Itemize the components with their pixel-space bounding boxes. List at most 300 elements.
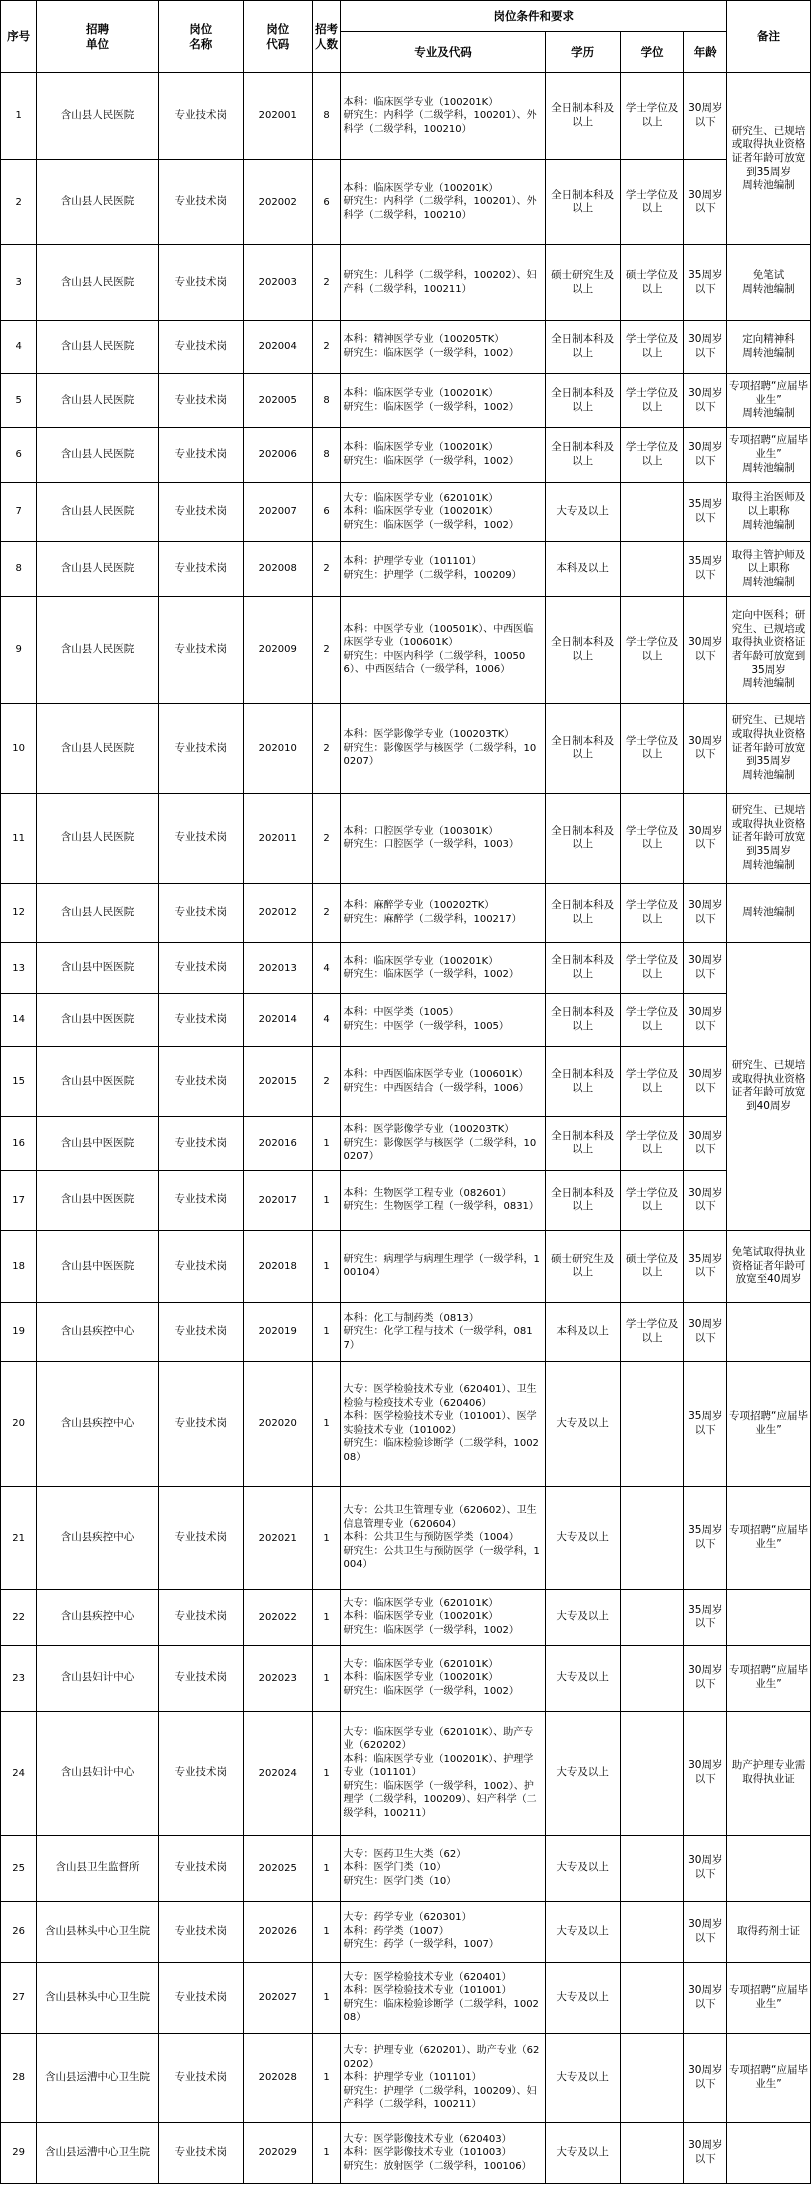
table-row [1, 1962, 811, 2033]
row-post-name: 专业技术岗 [158, 1645, 243, 1711]
row-age: 30周岁以下 [684, 159, 727, 245]
table-row [1, 2122, 811, 2183]
row-degree [620, 1487, 684, 1589]
row-education: 本科及以上 [545, 1303, 620, 1361]
row-age: 30周岁以下 [684, 373, 727, 427]
row-education: 大专及以上 [545, 1901, 620, 1962]
header-quota: 招考 人数 [312, 1, 341, 73]
row-age: 35周岁以下 [684, 1230, 727, 1303]
row-education: 全日制本科及以上 [545, 1117, 620, 1171]
row-degree [620, 1901, 684, 1962]
row-seq: 16 [1, 1117, 37, 1171]
row-age: 30周岁以下 [684, 704, 727, 794]
row-degree: 学士学位及以上 [620, 428, 684, 482]
row-remark: 研究生、已规培或取得执业资格证者年龄可放宽到35周岁 周转池编制 [727, 704, 811, 794]
row-post-name: 专业技术岗 [158, 883, 243, 943]
row-unit: 含山县运漕中心卫生院 [37, 2033, 158, 2122]
row-education: 大专及以上 [545, 1962, 620, 2033]
row-education: 全日制本科及以上 [545, 373, 620, 427]
header-unit: 招聘 单位 [37, 1, 158, 73]
row-quota: 4 [312, 943, 341, 994]
row-education: 全日制本科及以上 [545, 428, 620, 482]
row-post-name: 专业技术岗 [158, 482, 243, 542]
header-seq: 序号 [1, 1, 37, 73]
row-seq: 11 [1, 793, 37, 883]
header-age: 年龄 [684, 32, 727, 73]
row-seq: 19 [1, 1303, 37, 1361]
table-row [1, 482, 811, 542]
row-seq: 18 [1, 1230, 37, 1303]
row-post-name: 专业技术岗 [158, 793, 243, 883]
row-post-name: 专业技术岗 [158, 1589, 243, 1645]
row-age: 35周岁以下 [684, 542, 727, 596]
row-major: 本科：精神医学专业（100205TK） 研究生：临床医学（一级学科，1002） [341, 320, 545, 373]
row-age: 30周岁以下 [684, 1711, 727, 1835]
row-post-code: 202003 [243, 245, 312, 320]
row-education: 大专及以上 [545, 2122, 620, 2183]
row-post-name: 专业技术岗 [158, 373, 243, 427]
row-quota: 2 [312, 793, 341, 883]
row-seq: 2 [1, 159, 37, 245]
row-post-code: 202029 [243, 2122, 312, 2183]
row-post-name: 专业技术岗 [158, 320, 243, 373]
row-education: 硕士研究生及以上 [545, 1230, 620, 1303]
row-seq: 27 [1, 1962, 37, 2033]
row-remark: 取得主治医师及以上职称 周转池编制 [727, 482, 811, 542]
row-age: 35周岁以下 [684, 1361, 727, 1487]
row-remark: 专项招聘“应届毕业生” 周转池编制 [727, 428, 811, 482]
row-unit: 含山县疾控中心 [37, 1487, 158, 1589]
row-major: 大专：护理专业（620201）、助产专业（620202） 本科：护理学专业（101101） 研究生：护理学（二级学科，100209）、妇产科学（二级学科，100211） [341, 2033, 545, 2122]
row-seq: 20 [1, 1361, 37, 1487]
row-unit: 含山县人民医院 [37, 320, 158, 373]
table-row [1, 883, 811, 943]
row-seq: 13 [1, 943, 37, 994]
row-degree [620, 2122, 684, 2183]
row-education: 本科及以上 [545, 542, 620, 596]
row-major: 大专：临床医学专业（620101K） 本科：临床医学专业（100201K） 研究生：临床医学（一级学科，1002） [341, 482, 545, 542]
row-education: 大专及以上 [545, 1835, 620, 1901]
table-row [1, 1645, 811, 1711]
table-row [1, 1303, 811, 1361]
row-education: 大专及以上 [545, 1361, 620, 1487]
row-quota: 1 [312, 1303, 341, 1361]
row-seq: 21 [1, 1487, 37, 1589]
table-body [1, 73, 811, 2184]
row-education: 全日制本科及以上 [545, 73, 620, 160]
row-remark: 专项招聘“应届毕业生” [727, 1645, 811, 1711]
row-post-code: 202006 [243, 428, 312, 482]
table-row [1, 428, 811, 482]
row-age: 30周岁以下 [684, 596, 727, 703]
row-age: 30周岁以下 [684, 793, 727, 883]
row-post-code: 202019 [243, 1303, 312, 1361]
table-row [1, 1901, 811, 1962]
row-post-name: 专业技术岗 [158, 1901, 243, 1962]
row-post-code: 202026 [243, 1901, 312, 1962]
row-post-name: 专业技术岗 [158, 1170, 243, 1230]
row-unit: 含山县妇计中心 [37, 1711, 158, 1835]
row-major: 本科：麻醉学专业（100202TK） 研究生：麻醉学（二级学科，100217） [341, 883, 545, 943]
row-quota: 1 [312, 1835, 341, 1901]
row-post-name: 专业技术岗 [158, 73, 243, 160]
row-post-code: 202016 [243, 1117, 312, 1171]
row-major: 研究生：病理学与病理生理学（一级学科，100104） [341, 1230, 545, 1303]
row-post-name: 专业技术岗 [158, 1230, 243, 1303]
table-row [1, 1711, 811, 1835]
row-major: 本科：中医学专业（100501K）、中西医临床医学专业（100601K） 研究生：中医内科学（二级学科，100506）、中西医结合（一级学科，1006） [341, 596, 545, 703]
row-quota: 1 [312, 1711, 341, 1835]
row-quota: 1 [312, 1962, 341, 2033]
row-education: 全日制本科及以上 [545, 793, 620, 883]
row-age: 30周岁以下 [684, 1645, 727, 1711]
row-post-code: 202024 [243, 1711, 312, 1835]
row-degree [620, 2033, 684, 2122]
row-unit: 含山县中医医院 [37, 1117, 158, 1171]
row-remark: 专项招聘“应届毕业生” [727, 1361, 811, 1487]
row-unit: 含山县中医医院 [37, 1230, 158, 1303]
row-major: 大专：公共卫生管理专业（620602）、卫生信息管理专业（620604） 本科：公共卫生与预防医学类（1004） 研究生：公共卫生与预防医学（一级学科，1004） [341, 1487, 545, 1589]
row-post-name: 专业技术岗 [158, 704, 243, 794]
row-quota: 8 [312, 373, 341, 427]
row-post-code: 202013 [243, 943, 312, 994]
row-post-code: 202017 [243, 1170, 312, 1230]
row-education: 大专及以上 [545, 1711, 620, 1835]
row-unit: 含山县中医医院 [37, 1047, 158, 1117]
row-education: 全日制本科及以上 [545, 943, 620, 994]
row-post-name: 专业技术岗 [158, 428, 243, 482]
row-remark: 研究生、已规培或取得执业资格证者年龄可放宽到35周岁 周转池编制 [727, 793, 811, 883]
row-age: 35周岁以下 [684, 245, 727, 320]
row-post-code: 202007 [243, 482, 312, 542]
row-seq: 17 [1, 1170, 37, 1230]
row-age: 30周岁以下 [684, 73, 727, 160]
row-major: 本科：医学影像学专业（100203TK） 研究生：影像医学与核医学（二级学科，100207） [341, 704, 545, 794]
row-remark: 助产护理专业需取得执业证 [727, 1711, 811, 1835]
row-seq: 26 [1, 1901, 37, 1962]
row-age: 30周岁以下 [684, 993, 727, 1046]
row-post-code: 202027 [243, 1962, 312, 2033]
row-unit: 含山县妇计中心 [37, 1645, 158, 1711]
row-degree [620, 1361, 684, 1487]
row-unit: 含山县人民医院 [37, 428, 158, 482]
row-age: 30周岁以下 [684, 1962, 727, 2033]
row-post-code: 202018 [243, 1230, 312, 1303]
row-major: 大专：药学专业（620301） 本科：药学类（1007） 研究生：药学（一级学科，1007） [341, 1901, 545, 1962]
row-quota: 1 [312, 1901, 341, 1962]
row-remark: 研究生、已规培或取得执业资格证者年龄可放宽到40周岁 [727, 943, 811, 1230]
row-major: 本科：临床医学专业（100201K） 研究生：内科学（二级学科，100201）、外科学（二级学科，100210） [341, 73, 545, 160]
row-quota: 2 [312, 245, 341, 320]
row-degree [620, 1589, 684, 1645]
table-row [1, 1170, 811, 1230]
row-degree: 学士学位及以上 [620, 883, 684, 943]
row-quota: 2 [312, 542, 341, 596]
row-age: 30周岁以下 [684, 1901, 727, 1962]
row-post-name: 专业技术岗 [158, 1047, 243, 1117]
row-remark [727, 1835, 811, 1901]
row-major: 本科：临床医学专业（100201K） 研究生：内科学（二级学科，100201）、外科学（二级学科，100210） [341, 159, 545, 245]
row-education: 大专及以上 [545, 1589, 620, 1645]
row-post-code: 202022 [243, 1589, 312, 1645]
row-quota: 1 [312, 1170, 341, 1230]
row-post-code: 202025 [243, 1835, 312, 1901]
row-seq: 8 [1, 542, 37, 596]
row-education: 全日制本科及以上 [545, 1047, 620, 1117]
row-unit: 含山县人民医院 [37, 245, 158, 320]
row-education: 大专及以上 [545, 2033, 620, 2122]
row-major: 本科：临床医学专业（100201K） 研究生：临床医学（一级学科，1002） [341, 943, 545, 994]
row-major: 本科：医学影像学专业（100203TK） 研究生：影像医学与核医学（二级学科，100207） [341, 1117, 545, 1171]
row-seq: 10 [1, 704, 37, 794]
row-remark: 专项招聘“应届毕业生” [727, 1487, 811, 1589]
row-quota: 2 [312, 320, 341, 373]
row-unit: 含山县人民医院 [37, 542, 158, 596]
row-degree: 学士学位及以上 [620, 1117, 684, 1171]
row-post-code: 202011 [243, 793, 312, 883]
row-quota: 2 [312, 704, 341, 794]
row-quota: 2 [312, 596, 341, 703]
row-post-code: 202001 [243, 73, 312, 160]
row-degree: 学士学位及以上 [620, 320, 684, 373]
row-unit: 含山县中医医院 [37, 943, 158, 994]
row-post-code: 202023 [243, 1645, 312, 1711]
row-quota: 8 [312, 428, 341, 482]
row-major: 本科：生物医学工程专业（082601） 研究生：生物医学工程（一级学科，0831） [341, 1170, 545, 1230]
row-remark: 定向精神科 周转池编制 [727, 320, 811, 373]
row-post-name: 专业技术岗 [158, 993, 243, 1046]
row-post-name: 专业技术岗 [158, 245, 243, 320]
row-remark [727, 1303, 811, 1361]
row-seq: 6 [1, 428, 37, 482]
row-education: 全日制本科及以上 [545, 596, 620, 703]
row-quota: 4 [312, 993, 341, 1046]
header-degree: 学位 [620, 32, 684, 73]
row-post-code: 202020 [243, 1361, 312, 1487]
row-major: 本科：护理学专业（101101） 研究生：护理学（二级学科，100209） [341, 542, 545, 596]
row-quota: 2 [312, 883, 341, 943]
row-degree: 学士学位及以上 [620, 596, 684, 703]
table-row [1, 1487, 811, 1589]
row-remark: 专项招聘“应届毕业生” [727, 2033, 811, 2122]
row-quota: 1 [312, 1361, 341, 1487]
row-post-name: 专业技术岗 [158, 159, 243, 245]
row-unit: 含山县疾控中心 [37, 1303, 158, 1361]
row-post-name: 专业技术岗 [158, 1835, 243, 1901]
row-seq: 24 [1, 1711, 37, 1835]
row-major: 大专：医学影像技术专业（620403） 本科：医学影像技术专业（101003） 研究生：放射医学（二级学科，100106） [341, 2122, 545, 2183]
row-remark: 研究生、已规培或取得执业资格证者年龄可放宽到35周岁 周转池编制 [727, 73, 811, 245]
row-quota: 1 [312, 1487, 341, 1589]
table-row [1, 1230, 811, 1303]
row-major: 本科：临床医学专业（100201K） 研究生：临床医学（一级学科，1002） [341, 373, 545, 427]
row-post-name: 专业技术岗 [158, 2122, 243, 2183]
table-row [1, 704, 811, 794]
row-age: 30周岁以下 [684, 883, 727, 943]
row-age: 30周岁以下 [684, 2033, 727, 2122]
row-unit: 含山县人民医院 [37, 704, 158, 794]
row-quota: 1 [312, 1117, 341, 1171]
row-age: 30周岁以下 [684, 943, 727, 994]
row-post-code: 202021 [243, 1487, 312, 1589]
row-seq: 29 [1, 2122, 37, 2183]
row-seq: 7 [1, 482, 37, 542]
row-seq: 14 [1, 993, 37, 1046]
row-unit: 含山县人民医院 [37, 373, 158, 427]
row-age: 30周岁以下 [684, 1835, 727, 1901]
table-row [1, 993, 811, 1046]
row-quota: 8 [312, 73, 341, 160]
row-degree: 学士学位及以上 [620, 73, 684, 160]
row-education: 全日制本科及以上 [545, 159, 620, 245]
row-education: 大专及以上 [545, 1645, 620, 1711]
row-post-name: 专业技术岗 [158, 943, 243, 994]
row-post-code: 202010 [243, 704, 312, 794]
row-remark [727, 1589, 811, 1645]
row-unit: 含山县运漕中心卫生院 [37, 2122, 158, 2183]
table-row [1, 2033, 811, 2122]
row-age: 30周岁以下 [684, 1303, 727, 1361]
row-post-code: 202014 [243, 993, 312, 1046]
row-seq: 4 [1, 320, 37, 373]
row-seq: 25 [1, 1835, 37, 1901]
row-degree [620, 1835, 684, 1901]
row-unit: 含山县中医医院 [37, 993, 158, 1046]
row-seq: 1 [1, 73, 37, 160]
row-major: 大专：临床医学专业（620101K） 本科：临床医学专业（100201K） 研究生：临床医学（一级学科，1002） [341, 1645, 545, 1711]
row-degree: 硕士学位及以上 [620, 245, 684, 320]
row-remark: 取得药剂士证 [727, 1901, 811, 1962]
row-quota: 2 [312, 1047, 341, 1117]
row-post-name: 专业技术岗 [158, 2033, 243, 2122]
row-age: 30周岁以下 [684, 428, 727, 482]
row-unit: 含山县人民医院 [37, 159, 158, 245]
row-unit: 含山县中医医院 [37, 1170, 158, 1230]
row-post-code: 202004 [243, 320, 312, 373]
row-degree [620, 542, 684, 596]
row-degree [620, 1962, 684, 2033]
row-remark: 专项招聘“应届毕业生” 周转池编制 [727, 373, 811, 427]
table-row [1, 1589, 811, 1645]
header-post-name: 岗位 名称 [158, 1, 243, 73]
table-row [1, 1117, 811, 1171]
row-degree [620, 1711, 684, 1835]
row-post-name: 专业技术岗 [158, 542, 243, 596]
row-degree [620, 1645, 684, 1711]
row-age: 30周岁以下 [684, 1047, 727, 1117]
row-post-code: 202009 [243, 596, 312, 703]
row-unit: 含山县人民医院 [37, 482, 158, 542]
table-row [1, 73, 811, 160]
row-remark: 专项招聘“应届毕业生” [727, 1962, 811, 2033]
row-seq: 5 [1, 373, 37, 427]
table-row [1, 373, 811, 427]
row-quota: 1 [312, 1645, 341, 1711]
row-unit: 含山县人民医院 [37, 596, 158, 703]
row-unit: 含山县人民医院 [37, 883, 158, 943]
row-seq: 12 [1, 883, 37, 943]
row-age: 30周岁以下 [684, 1170, 727, 1230]
row-major: 研究生：儿科学（二级学科，100202）、妇产科（二级学科，100211） [341, 245, 545, 320]
row-major: 本科：口腔医学专业（100301K） 研究生：口腔医学（一级学科，1003） [341, 793, 545, 883]
row-quota: 1 [312, 1230, 341, 1303]
row-quota: 6 [312, 482, 341, 542]
row-seq: 3 [1, 245, 37, 320]
row-major: 本科：临床医学专业（100201K） 研究生：临床医学（一级学科，1002） [341, 428, 545, 482]
row-education: 全日制本科及以上 [545, 883, 620, 943]
row-age: 35周岁以下 [684, 482, 727, 542]
row-quota: 1 [312, 1589, 341, 1645]
row-remark: 定向中医科；研究生、已规培或取得执业资格证者年龄可放宽到35周岁 周转池编制 [727, 596, 811, 703]
row-seq: 22 [1, 1589, 37, 1645]
row-major: 大专：临床医学专业（620101K） 本科：临床医学专业（100201K） 研究生：临床医学（一级学科，1002） [341, 1589, 545, 1645]
table-row [1, 943, 811, 994]
row-age: 35周岁以下 [684, 1487, 727, 1589]
table-row [1, 1361, 811, 1487]
table-row [1, 1835, 811, 1901]
row-major: 大专：临床医学专业（620101K）、助产专业（620202） 本科：临床医学专业（100201K）、护理学专业（101101） 研究生：临床医学（一级学科，1002）、护理学（二级学科，100209）、妇产科学（二级学科，100211） [341, 1711, 545, 1835]
row-major: 本科：化工与制药类（0813） 研究生：化学工程与技术（一级学科，0817） [341, 1303, 545, 1361]
row-degree: 学士学位及以上 [620, 1047, 684, 1117]
row-remark: 取得主管护师及以上职称 周转池编制 [727, 542, 811, 596]
table-row [1, 1047, 811, 1117]
row-post-code: 202015 [243, 1047, 312, 1117]
row-remark: 周转池编制 [727, 883, 811, 943]
row-degree [620, 482, 684, 542]
row-post-name: 专业技术岗 [158, 1487, 243, 1589]
header-education: 学历 [545, 32, 620, 73]
table-row [1, 542, 811, 596]
table-row [1, 320, 811, 373]
row-remark [727, 2122, 811, 2183]
row-quota: 1 [312, 2122, 341, 2183]
row-education: 大专及以上 [545, 1487, 620, 1589]
header-post-code: 岗位 代码 [243, 1, 312, 73]
table-row [1, 596, 811, 703]
row-seq: 23 [1, 1645, 37, 1711]
row-degree: 学士学位及以上 [620, 1170, 684, 1230]
row-age: 30周岁以下 [684, 1117, 727, 1171]
row-remark: 免笔试取得执业资格证者年龄可放宽至40周岁 [727, 1230, 811, 1303]
row-post-code: 202012 [243, 883, 312, 943]
header-remark: 备注 [727, 1, 811, 73]
row-unit: 含山县疾控中心 [37, 1361, 158, 1487]
row-age: 30周岁以下 [684, 320, 727, 373]
row-degree: 学士学位及以上 [620, 373, 684, 427]
table-row [1, 793, 811, 883]
row-post-code: 202028 [243, 2033, 312, 2122]
row-unit: 含山县人民医院 [37, 793, 158, 883]
row-post-name: 专业技术岗 [158, 1711, 243, 1835]
row-major: 本科：中西医临床医学专业（100601K） 研究生：中西医结合（一级学科，1006） [341, 1047, 545, 1117]
row-unit: 含山县林头中心卫生院 [37, 1901, 158, 1962]
row-education: 硕士研究生及以上 [545, 245, 620, 320]
row-major: 本科：中医学类（1005） 研究生：中医学（一级学科，1005） [341, 993, 545, 1046]
row-post-code: 202002 [243, 159, 312, 245]
row-degree: 学士学位及以上 [620, 993, 684, 1046]
row-age: 35周岁以下 [684, 1589, 727, 1645]
row-degree: 学士学位及以上 [620, 1303, 684, 1361]
row-major: 大专：医学检验技术专业（620401）、卫生检验与检疫技术专业（620406） 本科：医学检验技术专业（101001）、医学实验技术专业（101002） 研究生：临床检验诊断学（二级学科，100208） [341, 1361, 545, 1487]
row-post-code: 202005 [243, 373, 312, 427]
row-education: 全日制本科及以上 [545, 1170, 620, 1230]
row-seq: 9 [1, 596, 37, 703]
row-post-name: 专业技术岗 [158, 1117, 243, 1171]
row-post-name: 专业技术岗 [158, 1361, 243, 1487]
row-education: 全日制本科及以上 [545, 320, 620, 373]
row-education: 全日制本科及以上 [545, 704, 620, 794]
row-unit: 含山县人民医院 [37, 73, 158, 160]
